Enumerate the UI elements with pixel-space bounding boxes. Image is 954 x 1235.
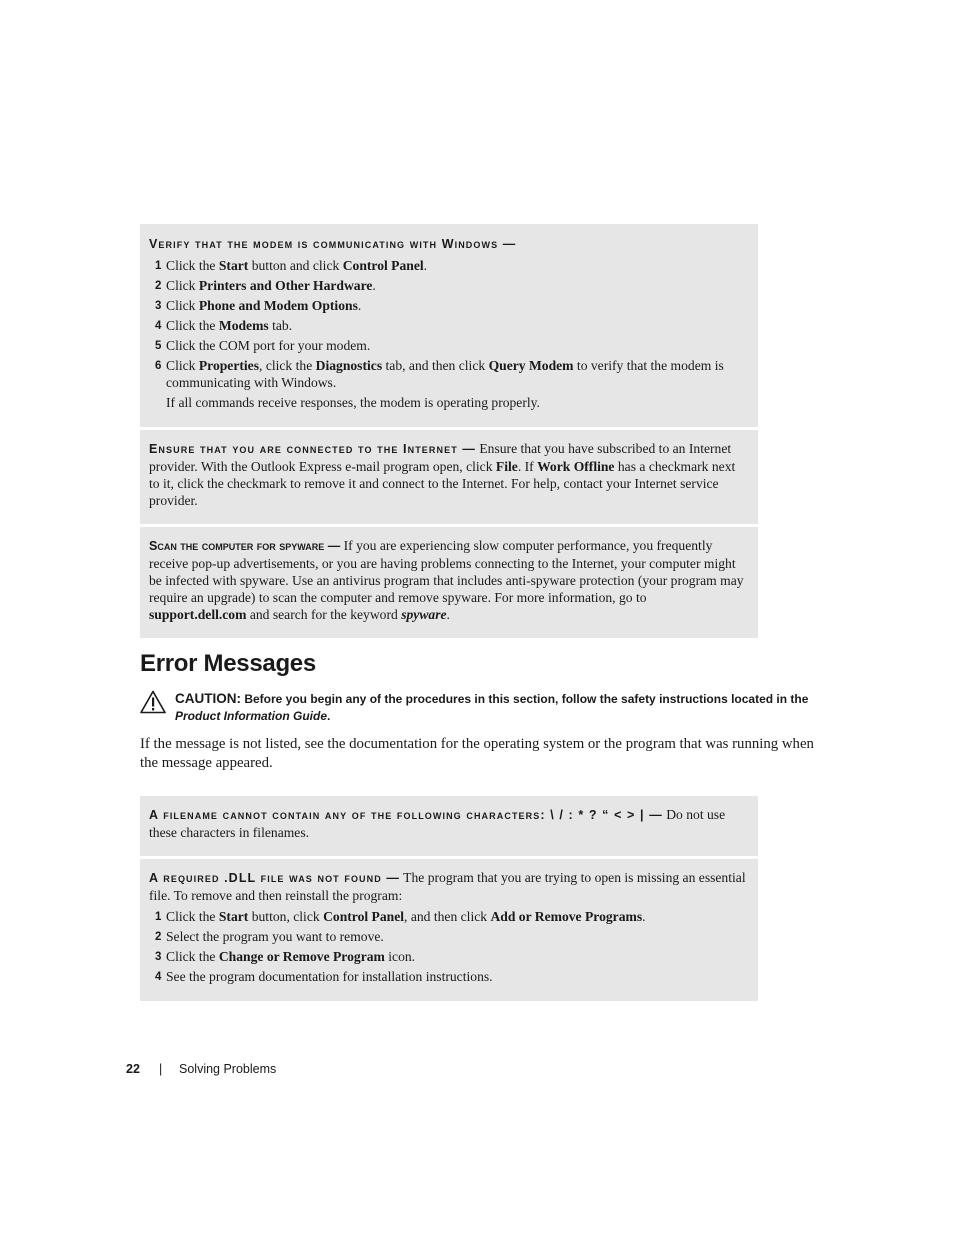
intro-paragraph: If the message is not listed, see the documentation for the operating system or the program that was running when the message appeared. xyxy=(140,736,814,771)
list-item: 6 Click Properties, click the Diagnostics tab, and then click Query Modem to verify that the modem is communicating with Windows. xyxy=(155,358,724,390)
list-item: 1 Click the Start button, click Control Panel, and then click Add or Remove Programs. xyxy=(155,909,646,924)
list-item: 4 See the program documentation for installation instructions. xyxy=(155,969,493,984)
list-item: 2 Select the program you want to remove. xyxy=(155,929,384,944)
page-number: 22 xyxy=(126,1062,140,1076)
steps-list xyxy=(149,908,746,985)
list-item: 3 Click the Change or Remove Program icon. xyxy=(155,949,416,964)
caution-notice: CAUTION: Before you begin any of the procedures in this section, follow the safety instructions located in the Product Information Guide. xyxy=(140,690,820,725)
box-heading: A filename cannot contain any of the following characters: \ / : * ? “ < > | — xyxy=(149,808,663,822)
list-item: 2 Click Printers and Other Hardware. xyxy=(155,278,376,293)
error-box-dll: A required .DLL file was not found — The program that you are trying to open is missing an essential file. To remove and then reinstall the program: 1 Click the Start button, click Control Panel, and then click Add or Remove Programs. 2 Select the program you want to remove. 3 Click the Change or Remove Program icon. 4 See the program documentation for installation instructions. xyxy=(140,859,758,1001)
warning-icon xyxy=(140,690,166,714)
box-heading: Scan the computer for spyware — xyxy=(149,539,341,553)
caution-label: CAUTION: xyxy=(175,691,241,706)
page-footer xyxy=(126,1062,277,1076)
box-heading: Verify that the modem is communicating with Windows — xyxy=(149,237,517,251)
list-item: 5 Click the COM port for your modem. xyxy=(155,338,371,353)
footer-separator: | xyxy=(159,1062,163,1076)
box-heading: Ensure that you are connected to the Internet — xyxy=(149,442,476,456)
list-item: 4 Click the Modems tab. xyxy=(155,318,293,333)
box-heading: A required .DLL file was not found — xyxy=(149,871,401,885)
troubleshoot-box-internet: Ensure that you are connected to the Internet — Ensure that you have subscribed to an Internet provider. With the Outlook Express e-mail program open, click File. If Work Offline has a checkmark next to it, click the checkmark to remove it and connect to the Internet. For help, contact your Internet service provider. xyxy=(140,430,758,524)
troubleshoot-box-modem xyxy=(140,224,758,427)
list-item: 3 Click Phone and Modem Options. xyxy=(155,298,362,313)
troubleshoot-box-spyware: Scan the computer for spyware — If you are experiencing slow computer performance, you frequently receive pop-up advertisements, or you are having problems connecting to the Internet, your computer might be infected with spyware. Use an antivirus program that includes anti-spyware protection (your program may require an upgrade) to scan the computer and remove spyware. For more information, go to support.dell.com and search for the keyword spyware. xyxy=(140,527,758,638)
error-box-filename: A filename cannot contain any of the following characters: \ / : * ? “ < > | — Do not use these characters in filenames. xyxy=(140,796,758,856)
footer-section-name: Solving Problems xyxy=(179,1062,277,1076)
step-note: If all commands receive responses, the modem is operating properly. xyxy=(166,395,540,410)
steps-list xyxy=(149,257,746,391)
list-item: 1 Click the Start button and click Control Panel. xyxy=(155,258,428,273)
page-title: Error Messages xyxy=(140,650,316,677)
